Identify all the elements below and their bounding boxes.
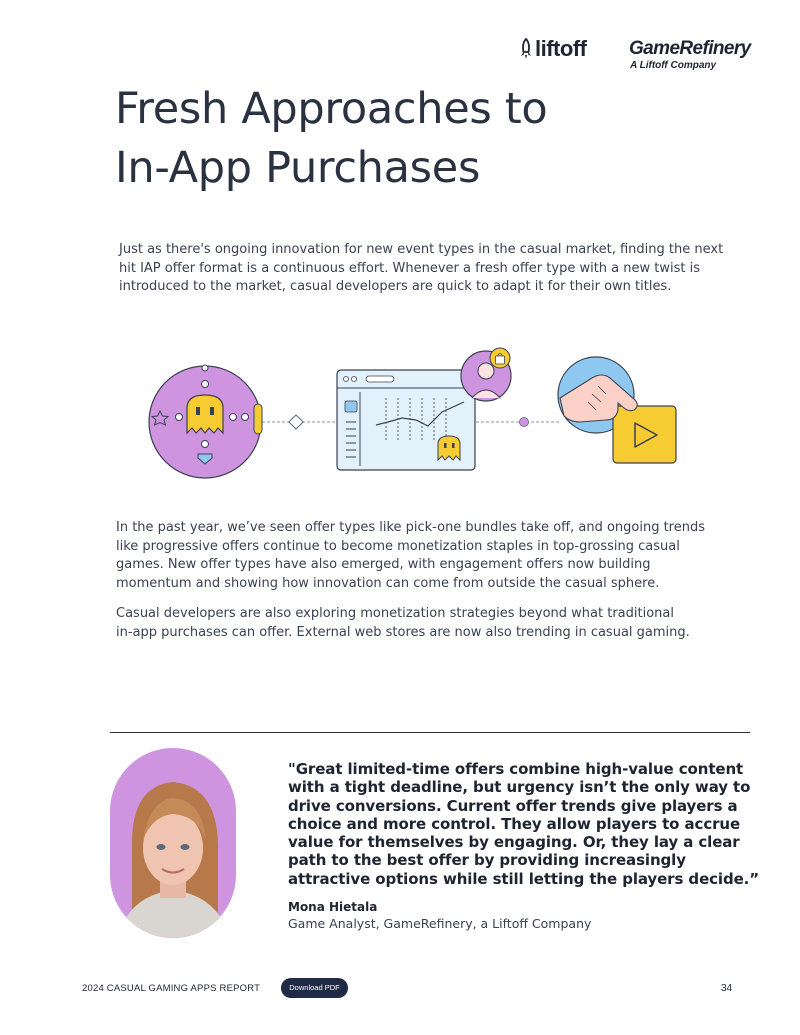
diamond-marker-icon [289,415,303,429]
page-title [115,80,675,198]
intro-line: Just as there's ongoing innovation for new event types in the casual market, finding the next [119,242,724,257]
intro-paragraph [119,241,729,297]
body-line: games. New offer types have also emerged, with engagement offers now building [116,557,651,572]
page-title-line-1: Fresh Approaches to [115,84,548,134]
page-number: 34 [721,983,733,994]
author-role: Game Analyst, GameRefinery, a Liftoff Company [288,916,592,931]
quote-line: value for themselves by engaging. Or, they lay a clear [288,833,740,852]
quote-line: with a tight deadline, but urgency isn’t the only way to [288,778,751,797]
quote-line: attractive options while still letting the players decide.” [288,869,760,888]
quote-line: choice and more control. They allow players to accrue [288,814,741,833]
body-paragraph-2 [116,605,726,642]
body-line: momentum and showing how innovation can come from outside the casual sphere. [116,575,660,591]
dashboard-window-icon [337,370,475,470]
ghost-game-icon [149,365,262,478]
pull-quote [288,760,760,888]
quote-line: "Great limited-time offers combine high-value content [288,760,744,778]
gamerefinery-logo-text: GameRefinery [629,38,751,59]
author-portrait [110,748,236,938]
rocket-icon [520,38,532,60]
body-line: In the past year, we’ve seen offer types like pick-one bundles take off, and ongoing trends [116,520,706,535]
body-paragraph-1 [116,519,726,593]
body-line: like progressive offers continue to become monetization staples in top-grossing casual [116,538,680,554]
gamerefinery-logo [629,38,749,74]
liftoff-logo [518,36,596,64]
download-pdf-button[interactable]: Download PDF [281,978,348,998]
intro-line: introduced to the market, casual developers are quick to adapt it for their own titles. [119,279,672,294]
report-label: 2024 CASUAL GAMING APPS REPORT [82,983,261,994]
quote-line: drive conversions. Current offer trends give players a [288,796,738,815]
section-divider [110,732,750,733]
body-line: in-app purchases can offer. External web stores are now also trending in casual gaming. [116,624,690,640]
dot-marker-icon [520,418,529,427]
page-title-line-2: In-App Purchases [115,143,481,193]
gamerefinery-logo-subtitle: A Liftoff Company [630,60,717,71]
intro-line: hit IAP offer format is a continuous effort. Whenever a fresh offer type with a new twist is [119,260,701,276]
play-button-tap-icon [558,357,676,463]
quote-line: path to the best offer by providing increasingly [288,851,686,870]
player-avatar-icon [461,348,511,401]
author-name: Mona Hietala [288,900,378,914]
liftoff-logo-text: liftoff [535,36,587,61]
offer-trends-illustration [140,340,700,480]
body-line: Casual developers are also exploring monetization strategies beyond what traditional [116,606,674,621]
